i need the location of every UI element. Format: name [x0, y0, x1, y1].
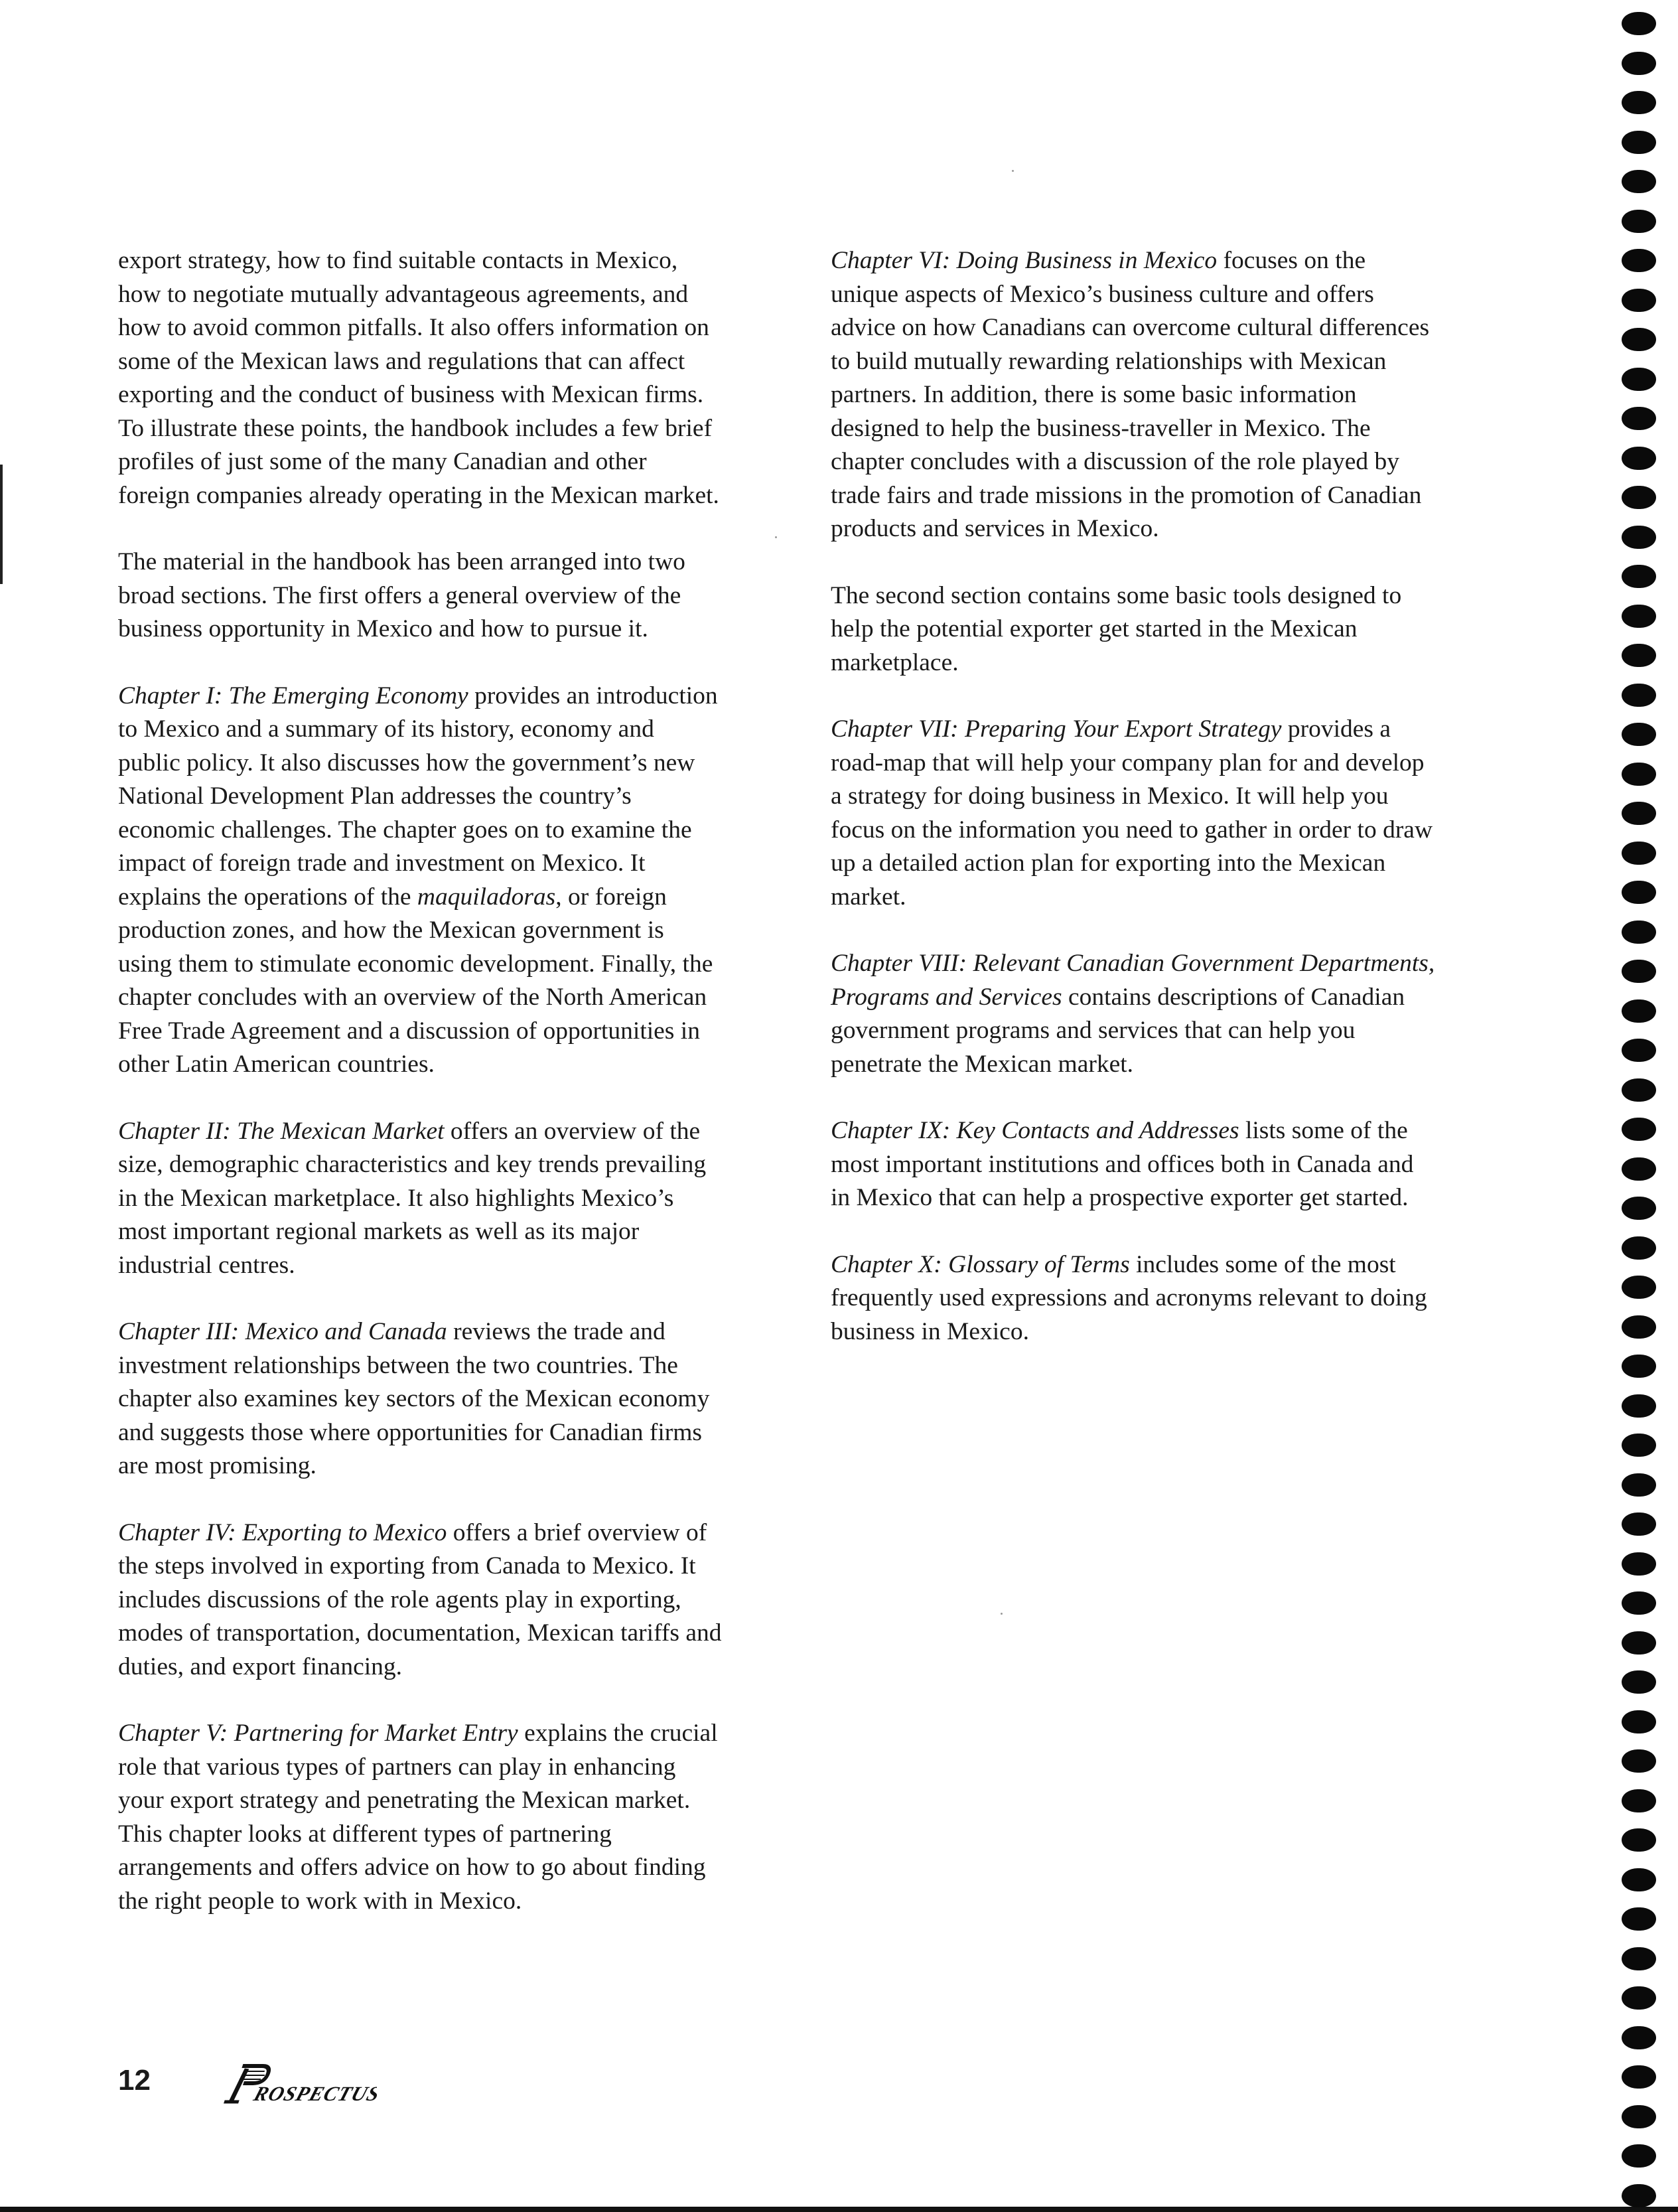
text-line: [118, 479, 788, 513]
line-text: and suggests those where opportunities for Canadian firms: [118, 1418, 703, 1446]
text-line: [831, 814, 1501, 848]
paragraph: [118, 1115, 788, 1283]
line-text: role that various types of partners can play in enhancing: [118, 1753, 676, 1781]
text-line: [118, 747, 788, 780]
text-line: [118, 780, 788, 814]
binding-hole: [1622, 1986, 1656, 2010]
line-text: to Mexico and a summary of its history, economy and: [118, 715, 654, 743]
binding-hole: [1622, 1118, 1656, 1141]
binding-hole: [1622, 1315, 1656, 1339]
line-text: how to negotiate mutually advantageous agreements, and: [118, 280, 689, 308]
line-text: help the potential exporter get started in the Mexican: [831, 615, 1358, 642]
chapter-title: Chapter II: The Mexican Market: [118, 1117, 445, 1145]
binding-hole: [1622, 1828, 1656, 1852]
text-line: [118, 1182, 788, 1216]
text-line: [118, 1851, 788, 1885]
left-text-column: [118, 244, 788, 1951]
line-text: exporting and the conduct of business with Mexican firms.: [118, 381, 704, 408]
binding-hole: [1622, 1197, 1656, 1220]
line-text: National Development Plan addresses the country’s: [118, 782, 632, 810]
line-text: To illustrate these points, the handbook includes a few brief: [118, 414, 713, 442]
chapter-title: Chapter VI: Doing Business in Mexico: [831, 247, 1218, 274]
text-line: [831, 881, 1501, 915]
text-line: [831, 1181, 1501, 1215]
binding-hole: [1622, 407, 1656, 430]
line-text: frequently used expressions and acronyms relevant to doing: [831, 1284, 1427, 1311]
binding-hole: [1622, 763, 1656, 786]
text-line: [831, 981, 1501, 1015]
line-text: in the Mexican marketplace. It also highlights Mexico’s: [118, 1184, 674, 1212]
line-text: your export strategy and penetrating the Mexican market.: [118, 1787, 691, 1814]
binding-hole: [1622, 1670, 1656, 1694]
right-text-column: [831, 244, 1501, 1382]
text-line: [118, 981, 788, 1015]
binding-hole: [1622, 1710, 1656, 1733]
scan-speck: [1012, 170, 1014, 172]
line-text: lists some of the: [1239, 1117, 1408, 1144]
text-line: [118, 1516, 788, 1550]
binding-hole: [1622, 1749, 1656, 1773]
text-line: [831, 579, 1501, 613]
text-line: [118, 1885, 788, 1919]
binding-hole: [1622, 921, 1656, 944]
paragraph: [118, 1717, 788, 1918]
text-line: [118, 713, 788, 747]
line-text: designed to help the business-traveller in Mexico. The: [831, 414, 1371, 442]
text-line: [118, 1349, 788, 1383]
line-text: The second section contains some basic tools designed to: [831, 581, 1402, 609]
text-line: [831, 1248, 1501, 1282]
line-text: This chapter looks at different types of partnering: [118, 1820, 612, 1848]
line-text: business opportunity in Mexico and how to pursue it.: [118, 615, 648, 642]
line-text: offers an overview of the: [444, 1117, 701, 1145]
binding-hole: [1622, 1789, 1656, 1812]
page-number: 12: [118, 2064, 151, 2097]
chapter-title: Chapter III: Mexico and Canada: [118, 1318, 447, 1345]
text-line: [118, 1717, 788, 1751]
paragraph: [118, 546, 788, 646]
binding-hole: [1622, 881, 1656, 904]
line-text: arrangements and offers advice on how to go about finding: [118, 1854, 706, 1881]
text-line: [118, 1115, 788, 1149]
text-line: [118, 1651, 788, 1684]
line-text: broad sections. The first offers a general overview of the: [118, 581, 681, 609]
prospectus-logo: [218, 2061, 377, 2107]
text-line: [118, 1617, 788, 1651]
line-text: marketplace.: [831, 648, 959, 676]
line-text: duties, and export financing.: [118, 1653, 403, 1680]
binding-hole: [1622, 2105, 1656, 2128]
chapter-title: Chapter IV: Exporting to Mexico: [118, 1518, 447, 1546]
binding-hole: [1622, 1552, 1656, 1576]
line-text: business in Mexico.: [831, 1317, 1029, 1345]
line-text: market.: [831, 883, 906, 911]
line-text: economic challenges. The chapter goes on to examine the: [118, 816, 692, 844]
text-line: [831, 646, 1501, 680]
binding-hole: [1622, 723, 1656, 746]
line-text: includes some of the most: [1129, 1250, 1396, 1278]
text-line: [118, 1751, 788, 1785]
scan-speck: [1001, 1613, 1003, 1615]
line-text: foreign companies already operating in the Mexican market.: [118, 481, 719, 509]
line-text: reviews the trade and: [447, 1318, 665, 1345]
binding-hole: [1622, 1907, 1656, 1931]
text-line: [831, 445, 1501, 479]
line-text: modes of transportation, documentation, Mexican tariffs and: [118, 1619, 722, 1647]
text-line: [831, 1014, 1501, 1048]
binding-hole: [1622, 1039, 1656, 1062]
line-text: focuses on the: [1217, 247, 1366, 274]
paragraph: [118, 244, 788, 512]
text-line: [118, 1148, 788, 1182]
line-text: partners. In addition, there is some basic information: [831, 381, 1357, 408]
prospectus-logo-wordmark: ROSPECTUS: [251, 2082, 377, 2105]
chapter-title: Chapter VII: Preparing Your Export Strategy: [831, 715, 1282, 743]
binding-hole: [1622, 52, 1656, 75]
paragraph: [118, 1315, 788, 1483]
binding-hole: [1622, 2026, 1656, 2049]
chapter-title: Chapter VIII: Relevant Canadian Government Departments,: [831, 950, 1435, 977]
line-text: explains the crucial: [518, 1720, 718, 1747]
binding-hole: [1622, 91, 1656, 114]
text-line: [831, 713, 1501, 747]
line-text: Free Trade Agreement and a discussion of opportunities in: [118, 1017, 700, 1045]
text-line: [118, 1818, 788, 1852]
text-line: [831, 378, 1501, 412]
binding-hole: [1622, 210, 1656, 233]
text-line: [831, 847, 1501, 881]
line-text: focus on the information you need to gather in order to draw: [831, 816, 1433, 844]
spiral-binding: [1622, 12, 1659, 2202]
text-line: [118, 311, 788, 345]
chapter-title: Chapter IX: Key Contacts and Addresses: [831, 1117, 1239, 1144]
chapter-title: Programs and Services: [831, 983, 1062, 1011]
text-line: [118, 1048, 788, 1082]
binding-hole: [1622, 1276, 1656, 1299]
text-line: [831, 345, 1501, 379]
text-line: [118, 278, 788, 312]
text-line: [118, 814, 788, 848]
text-line: [831, 780, 1501, 814]
line-text: chapter also examines key sectors of the Mexican economy: [118, 1385, 710, 1412]
text-line: [831, 1148, 1501, 1182]
text-line: [118, 1315, 788, 1349]
binding-hole: [1622, 2065, 1656, 2089]
line-text: products and services in Mexico.: [831, 515, 1159, 542]
binding-hole: [1622, 131, 1656, 154]
line-text: unique aspects of Mexico’s business culture and offers: [831, 280, 1374, 308]
binding-hole: [1622, 605, 1656, 628]
line-text: are most promising.: [118, 1452, 316, 1479]
line-text: provides an introduction: [468, 682, 718, 709]
text-line: [831, 947, 1501, 981]
text-line: [831, 1048, 1501, 1082]
line-text: production zones, and how the Mexican government is: [118, 917, 664, 944]
text-line: [831, 747, 1501, 780]
binding-hole: [1622, 12, 1656, 35]
text-line: [118, 914, 788, 948]
text-line: [831, 311, 1501, 345]
binding-hole: [1622, 1631, 1656, 1655]
text-line: [118, 847, 788, 881]
line-text: provides a: [1281, 715, 1391, 743]
binding-hole: [1622, 960, 1656, 983]
binding-hole: [1622, 1868, 1656, 1891]
prospectus-logo-mark: [218, 2061, 377, 2107]
text-line: [118, 1215, 788, 1249]
binding-hole: [1622, 1078, 1656, 1102]
line-text: chapter concludes with an overview of the North American: [118, 984, 707, 1011]
text-line: [831, 1315, 1501, 1349]
text-line: [118, 546, 788, 579]
line-text: up a detailed action plan for exporting into the Mexican: [831, 849, 1386, 877]
chapter-title: Chapter I: The Emerging Economy: [118, 682, 468, 709]
binding-hole: [1622, 1355, 1656, 1378]
paragraph: [831, 1114, 1501, 1215]
line-text: most important regional markets as well as its major: [118, 1218, 640, 1245]
chapter-title: Chapter V: Partnering for Market Entry: [118, 1720, 518, 1747]
binding-hole: [1622, 249, 1656, 272]
text-line: [118, 1449, 788, 1483]
binding-hole: [1622, 644, 1656, 667]
binding-hole: [1622, 802, 1656, 825]
binding-hole: [1622, 565, 1656, 588]
text-line: [118, 948, 788, 982]
line-text: , or foreign: [555, 883, 667, 911]
text-line: [118, 1382, 788, 1416]
binding-hole: [1622, 999, 1656, 1023]
text-line: [118, 1584, 788, 1617]
text-line: [118, 1550, 788, 1584]
binding-hole: [1622, 1236, 1656, 1260]
line-text: chapter concludes with a discussion of the role played by: [831, 448, 1400, 475]
line-text: investment relationships between the two countries. The: [118, 1351, 678, 1379]
binding-hole: [1622, 1434, 1656, 1457]
text-line: [118, 378, 788, 412]
paragraph: [118, 680, 788, 1082]
text-line: [118, 680, 788, 713]
paragraph: [831, 713, 1501, 914]
binding-hole: [1622, 1394, 1656, 1418]
line-text: public policy. It also discusses how the government’s new: [118, 749, 695, 776]
text-line: [118, 579, 788, 613]
line-text: contains descriptions of Canadian: [1062, 983, 1405, 1011]
text-line: [118, 1784, 788, 1818]
paragraph: [118, 1516, 788, 1684]
text-line: [831, 1282, 1501, 1315]
line-text: export strategy, how to find suitable contacts in Mexico,: [118, 247, 678, 274]
binding-hole: [1622, 2144, 1656, 2168]
text-line: [118, 613, 788, 646]
binding-hole: [1622, 289, 1656, 312]
line-text: other Latin American countries.: [118, 1051, 435, 1078]
line-text: some of the Mexican laws and regulations that can affect: [118, 347, 685, 375]
text-line: [118, 445, 788, 479]
text-line: [118, 1249, 788, 1283]
line-text: how to avoid common pitfalls. It also offers information on: [118, 314, 709, 341]
binding-hole: [1622, 1473, 1656, 1497]
binding-hole: [1622, 1512, 1656, 1536]
binding-hole: [1622, 1947, 1656, 1970]
line-text: the right people to work with in Mexico.: [118, 1887, 522, 1915]
line-text: in Mexico that can help a prospective exporter get started.: [831, 1184, 1409, 1211]
line-text: explains the operations of the: [118, 883, 417, 911]
binding-hole: [1622, 447, 1656, 470]
chapter-title: Chapter X: Glossary of Terms: [831, 1250, 1130, 1278]
binding-hole: [1622, 526, 1656, 549]
line-text: impact of foreign trade and investment on Mexico. It: [118, 849, 646, 877]
text-line: [118, 1416, 788, 1450]
binding-hole: [1622, 328, 1656, 351]
text-line: [831, 412, 1501, 446]
page-bottom-edge: [0, 2207, 1678, 2212]
text-line: [118, 244, 788, 278]
line-text: road-map that will help your company plan for and develop: [831, 749, 1425, 776]
text-line: [831, 278, 1501, 312]
line-text: the steps involved in exporting from Canada to Mexico. It: [118, 1552, 696, 1580]
line-text: includes discussions of the role agents play in exporting,: [118, 1585, 681, 1613]
text-line: [118, 412, 788, 446]
binding-hole: [1622, 684, 1656, 707]
binding-hole: [1622, 1157, 1656, 1181]
line-text: government programs and services that can help you: [831, 1017, 1356, 1044]
line-text: most important institutions and offices both in Canada and: [831, 1150, 1414, 1178]
binding-hole: [1622, 368, 1656, 391]
line-text: to build mutually rewarding relationships with Mexican: [831, 347, 1387, 375]
paragraph: [831, 579, 1501, 680]
binding-hole: [1622, 1591, 1656, 1615]
line-text: advice on how Canadians can overcome cultural differences: [831, 314, 1430, 341]
line-text: profiles of just some of the many Canadian and other: [118, 448, 647, 475]
line-text: a strategy for doing business in Mexico. It will help you: [831, 782, 1389, 810]
binding-hole: [1622, 2184, 1656, 2207]
paragraph: [831, 1248, 1501, 1349]
line-text: The material in the handbook has been arranged into two: [118, 548, 685, 575]
paragraph: [831, 947, 1501, 1081]
page-edge-mark: [0, 465, 3, 584]
paragraph: [831, 244, 1501, 546]
text-line: [831, 512, 1501, 546]
line-text: trade fairs and trade missions in the promotion of Canadian: [831, 481, 1422, 509]
line-text: using them to stimulate economic development. Finally, the: [118, 950, 713, 978]
text-line: [118, 1015, 788, 1049]
binding-hole: [1622, 170, 1656, 193]
line-text: size, demographic characteristics and key trends prevailing: [118, 1151, 707, 1178]
text-line: [831, 613, 1501, 646]
italic-term: maquiladoras: [417, 883, 556, 911]
line-text: penetrate the Mexican market.: [831, 1050, 1134, 1078]
text-line: [831, 479, 1501, 513]
text-line: [118, 345, 788, 379]
text-line: [118, 881, 788, 915]
binding-hole: [1622, 486, 1656, 509]
text-line: [831, 244, 1501, 278]
text-line: [831, 1114, 1501, 1148]
binding-hole: [1622, 842, 1656, 865]
line-text: offers a brief overview of: [447, 1518, 707, 1546]
line-text: industrial centres.: [118, 1251, 295, 1279]
